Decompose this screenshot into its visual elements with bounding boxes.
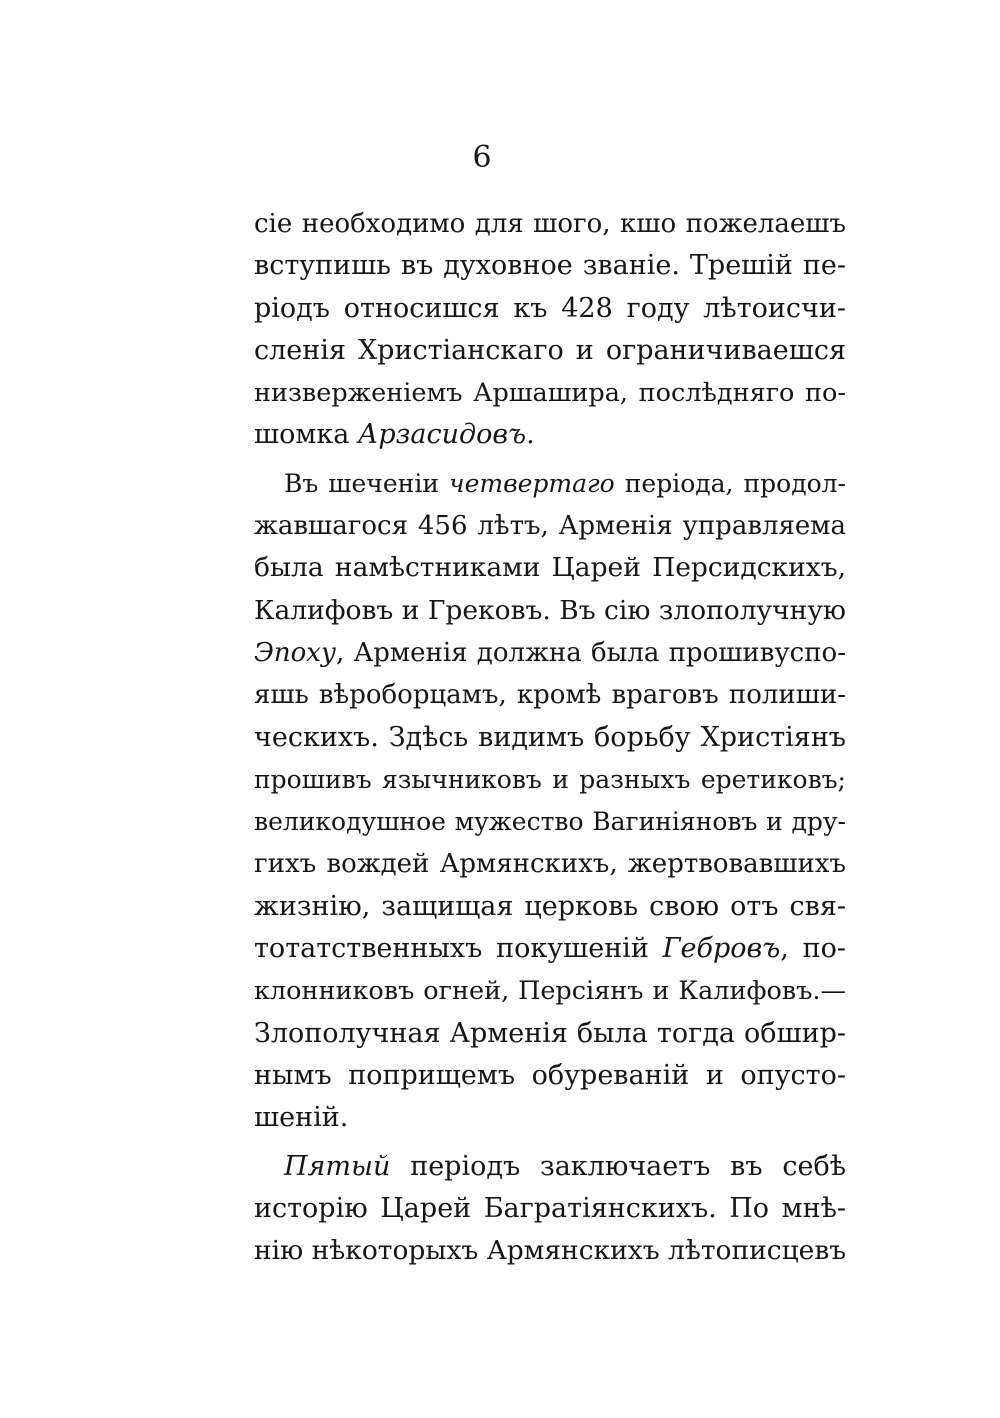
italic-term: Арзасидовъ.	[357, 419, 535, 451]
text-run: шомка	[254, 419, 358, 451]
text-line	[254, 1188, 846, 1230]
text-run: сіе необходимо для шого, кшо пожелаешъ	[254, 209, 846, 239]
text-run: исторію Царей Багратіянскихъ. По мнѣ-	[254, 1192, 846, 1224]
text-line	[254, 717, 846, 759]
text-line	[254, 288, 846, 330]
text-run: яшь вѣроборцамъ, кромѣ враговъ полиши-	[254, 680, 846, 711]
text-run: была намѣстниками Царей Персидскихъ,	[254, 552, 846, 584]
text-run: великодушное мужество Вагиніяновъ и дру-	[254, 807, 846, 837]
text-line	[254, 1055, 846, 1097]
text-line	[254, 414, 846, 456]
body-text	[254, 203, 846, 1272]
italic-term: Эпоху	[254, 637, 337, 668]
italic-term: Гебровъ	[662, 933, 781, 965]
text-run: гихъ вождей Армянскихъ, жертвовавшихъ	[254, 849, 846, 880]
text-run: ріодъ относишся къ 428 году лѣтоисчи-	[254, 292, 846, 324]
text-line	[254, 843, 846, 885]
text-run: Калифовъ и Грековъ. Въ сію злополучную	[254, 594, 846, 626]
text-run: шеній.	[254, 1102, 349, 1134]
paragraph-1	[254, 203, 846, 457]
text-run: тотатственныхъ покушеній	[254, 933, 663, 965]
text-run: жавшагося 456 лѣтъ, Арменія управляема	[254, 511, 846, 542]
text-run: клонниковъ огней, Персіянъ и Калифовъ.—	[254, 976, 846, 1007]
text-line	[254, 970, 846, 1012]
text-line	[254, 1097, 846, 1139]
paragraph-2	[254, 463, 846, 1140]
text-run: Въ шеченіи	[284, 468, 450, 498]
text-run: , Арменія должна была прошивуспо-	[336, 637, 846, 668]
text-run: нымъ поприщемъ обуреваній и опусто-	[254, 1059, 846, 1091]
italic-term: четвертаго	[449, 468, 615, 498]
text-line	[254, 203, 846, 245]
page-number: 6	[472, 140, 492, 175]
text-run: , по-	[780, 933, 847, 965]
text-line	[254, 590, 846, 632]
text-run: прошивъ язычниковъ и разныхъ еретиковъ;	[254, 764, 846, 794]
text-run: періода, продол-	[614, 468, 847, 498]
text-run: жизнію, защищая церковь свою отъ свя-	[254, 890, 846, 922]
text-run: сленія Христіанскаго и ограничиваешся	[254, 334, 846, 366]
text-run: низверженіемъ Аршашира, послѣдняго по-	[254, 378, 846, 409]
text-line	[254, 1013, 846, 1055]
text-run: періодъ заключаетъ въ себѣ	[390, 1150, 846, 1182]
text-line	[254, 245, 846, 287]
text-run: вступишь въ духовное званіе. Трешій пе-	[254, 250, 846, 282]
text-line	[254, 801, 846, 843]
text-line	[254, 547, 846, 589]
text-line	[254, 505, 846, 547]
text-run: ческихъ. Здѣсь видимъ борьбу Христіянъ	[254, 721, 846, 753]
text-line	[254, 463, 846, 505]
text-run: Злополучная Арменія была тогда обшир-	[254, 1017, 846, 1049]
text-line	[254, 330, 846, 372]
text-line	[254, 928, 846, 970]
text-line	[254, 1230, 846, 1272]
text-line	[254, 1146, 846, 1188]
text-line	[254, 632, 846, 674]
text-line	[254, 372, 846, 414]
text-line	[254, 886, 846, 928]
text-line	[254, 759, 846, 801]
text-line	[254, 674, 846, 716]
italic-term: Пятый	[284, 1150, 391, 1182]
paragraph-3	[254, 1146, 846, 1273]
text-run: нію нѣкоторыхъ Армянскихъ лѣтописцевъ	[254, 1235, 847, 1267]
